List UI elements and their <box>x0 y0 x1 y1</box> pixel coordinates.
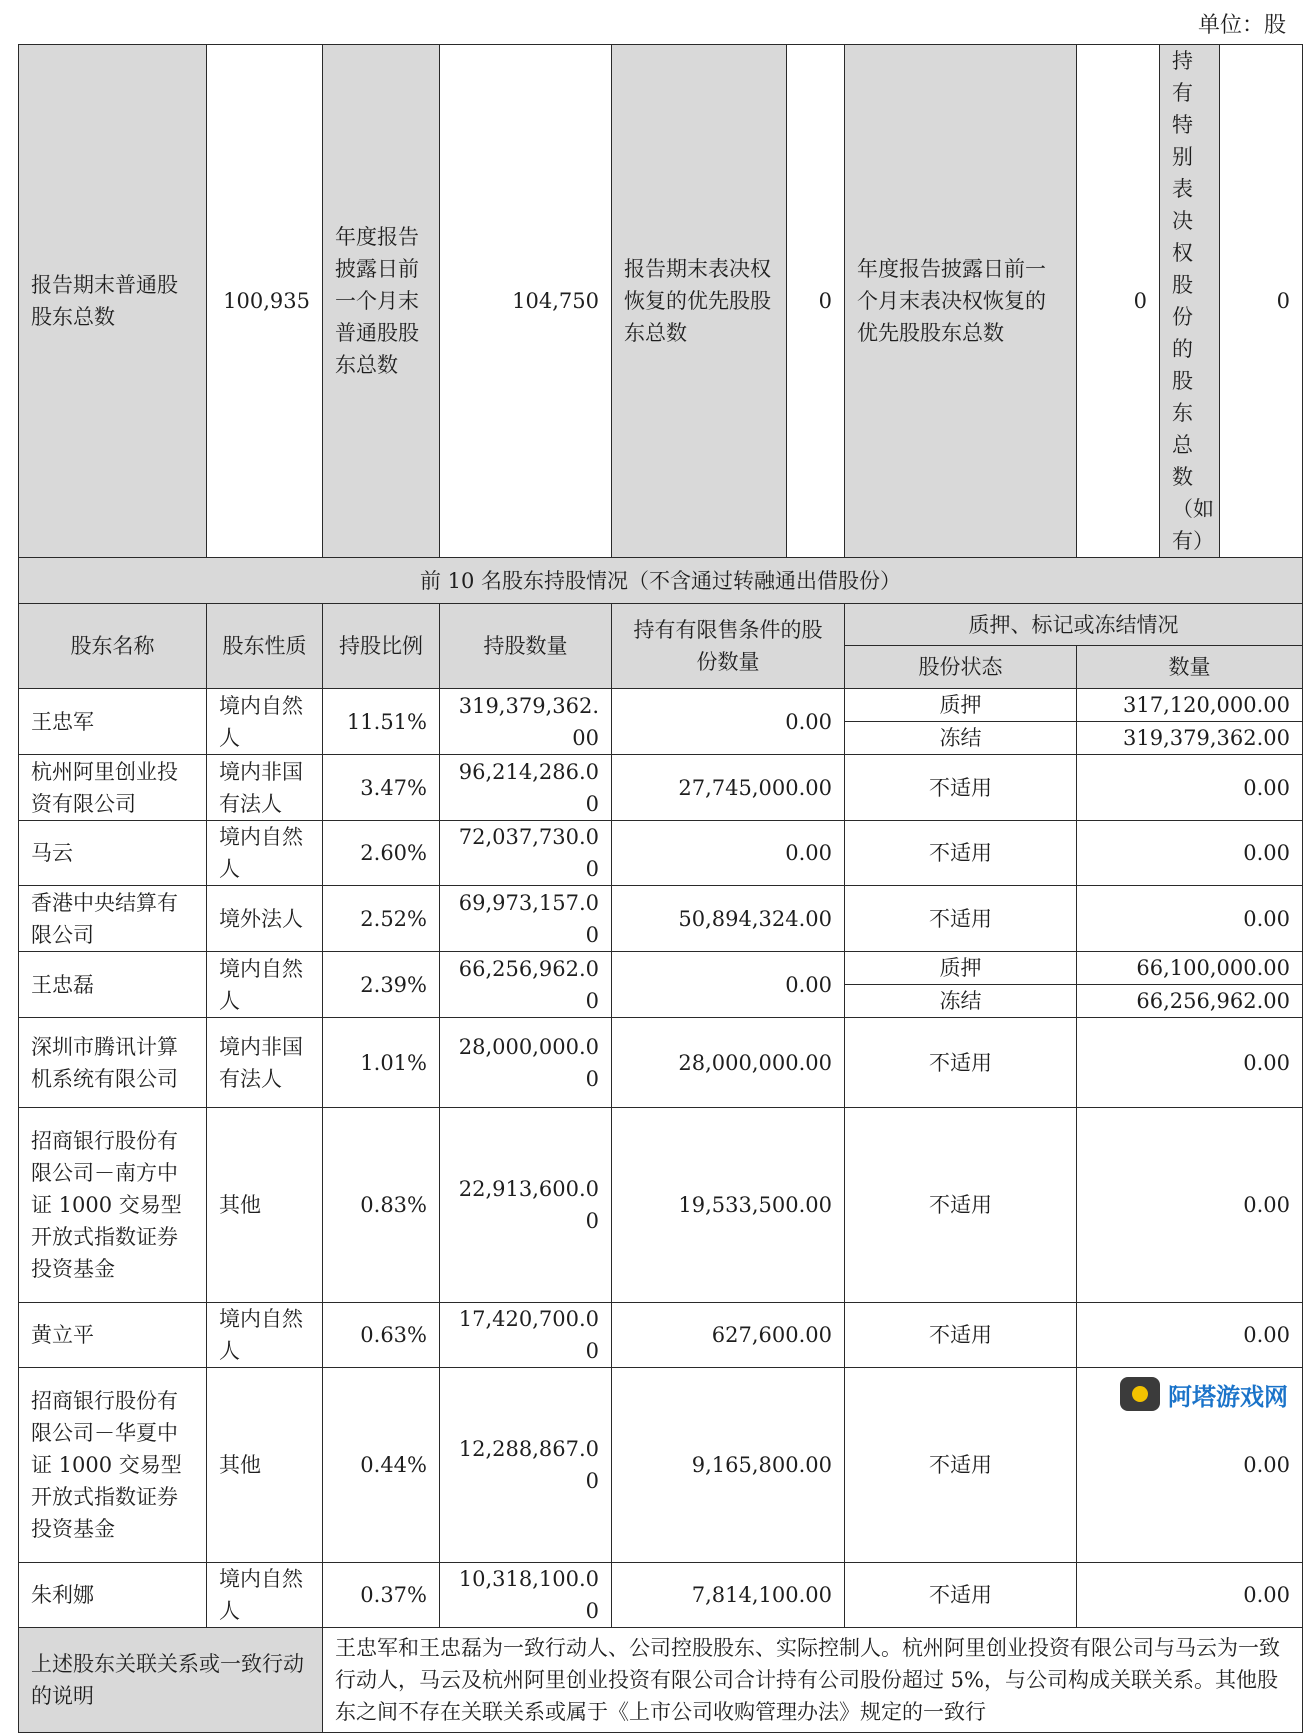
holder-ratio: 0.63% <box>323 1303 440 1368</box>
holder-nature: 境内非国有法人 <box>207 755 323 821</box>
holder-quantity: 96,214,286.00 <box>440 755 612 821</box>
section-title: 前 10 名股东持股情况（不含通过转融通出借股份） <box>19 558 1303 604</box>
holder-nature: 境内自然人 <box>207 689 323 755</box>
share-status: 不适用 <box>845 1303 1077 1368</box>
share-status: 不适用 <box>845 1563 1077 1628</box>
holder-restricted: 27,745,000.00 <box>612 755 845 821</box>
table-row <box>19 1563 1303 1628</box>
holder-nature: 境内自然人 <box>207 1303 323 1368</box>
summary-value-3: 0 <box>787 45 845 558</box>
share-status: 质押 <box>845 952 1077 985</box>
holder-quantity: 69,973,157.00 <box>440 886 612 952</box>
holder-ratio: 0.37% <box>323 1563 440 1628</box>
share-amount: 0.00 <box>1077 1018 1303 1108</box>
header-ratio: 持股比例 <box>323 604 440 689</box>
table-row <box>19 755 1303 821</box>
share-amount: 317,120,000.00 <box>1077 689 1303 722</box>
holder-name: 王忠磊 <box>19 952 207 1018</box>
holder-restricted: 9,165,800.00 <box>612 1368 845 1563</box>
holder-restricted: 0.00 <box>612 952 845 1018</box>
summary-label-5: 持有特别表决权股份的股东总数（如有） <box>1160 45 1220 558</box>
share-status: 不适用 <box>845 1108 1077 1303</box>
holder-quantity: 66,256,962.00 <box>440 952 612 1018</box>
share-amount: 66,100,000.00 <box>1077 952 1303 985</box>
unit-label: 单位：股 <box>1197 13 1286 38</box>
share-amount: 0.00 <box>1077 1368 1303 1563</box>
note-row <box>19 1628 1303 1733</box>
holder-ratio: 2.39% <box>323 952 440 1018</box>
share-status: 不适用 <box>845 1018 1077 1108</box>
holder-quantity: 17,420,700.00 <box>440 1303 612 1368</box>
header-amount: 数量 <box>1077 646 1303 689</box>
holder-name: 王忠军 <box>19 689 207 755</box>
summary-value-5: 0 <box>1220 45 1303 558</box>
holder-nature: 其他 <box>207 1368 323 1563</box>
share-amount: 66,256,962.00 <box>1077 985 1303 1018</box>
header-nature: 股东性质 <box>207 604 323 689</box>
header-status: 股份状态 <box>845 646 1077 689</box>
holder-name: 黄立平 <box>19 1303 207 1368</box>
watermark-logo <box>1120 1372 1310 1416</box>
holder-restricted: 19,533,500.00 <box>612 1108 845 1303</box>
summary-label-4: 年度报告披露日前一个月末表决权恢复的优先股股东总数 <box>845 45 1077 558</box>
note-text: 王忠军和王忠磊为一致行动人、公司控股股东、实际控制人。杭州阿里创业投资有限公司与马云为一致行动人，马云及杭州阿里创业投资有限公司合计持有公司股份超过 5%，与公司构成关联关系。其他股东之间不存在关联关系或属于《上市公司收购管理办法》规定的一致行 <box>323 1628 1303 1733</box>
watermark-text: 阿塔游戏网 <box>1168 1382 1288 1411</box>
holder-name: 香港中央结算有限公司 <box>19 886 207 952</box>
table-row <box>19 689 1303 722</box>
holder-name: 招商银行股份有限公司－南方中证 1000 交易型开放式指数证券投资基金 <box>19 1108 207 1303</box>
share-amount: 0.00 <box>1077 755 1303 821</box>
holder-nature: 境外法人 <box>207 886 323 952</box>
holder-restricted: 28,000,000.00 <box>612 1018 845 1108</box>
holder-ratio: 2.60% <box>323 821 440 886</box>
holder-quantity: 28,000,000.00 <box>440 1018 612 1108</box>
summary-row <box>19 45 1303 558</box>
holder-ratio: 0.83% <box>323 1108 440 1303</box>
holder-nature: 其他 <box>207 1108 323 1303</box>
share-status: 不适用 <box>845 886 1077 952</box>
share-status: 质押 <box>845 689 1077 722</box>
holder-restricted: 0.00 <box>612 689 845 755</box>
holder-ratio: 2.52% <box>323 886 440 952</box>
summary-value-4: 0 <box>1077 45 1160 558</box>
holder-nature: 境内非国有法人 <box>207 1018 323 1108</box>
holder-ratio: 1.01% <box>323 1018 440 1108</box>
table-row <box>19 1018 1303 1108</box>
share-amount: 0.00 <box>1077 1108 1303 1303</box>
holder-restricted: 7,814,100.00 <box>612 1563 845 1628</box>
holder-name: 马云 <box>19 821 207 886</box>
table-row <box>19 1108 1303 1303</box>
holder-quantity: 72,037,730.00 <box>440 821 612 886</box>
note-label: 上述股东关联关系或一致行动的说明 <box>19 1628 323 1733</box>
share-amount: 319,379,362.00 <box>1077 722 1303 755</box>
holder-ratio: 0.44% <box>323 1368 440 1563</box>
holder-quantity: 10,318,100.00 <box>440 1563 612 1628</box>
holder-nature: 境内自然人 <box>207 952 323 1018</box>
holder-ratio: 3.47% <box>323 755 440 821</box>
holder-name: 朱利娜 <box>19 1563 207 1628</box>
holder-nature: 境内自然人 <box>207 821 323 886</box>
header-pledge-group: 质押、标记或冻结情况 <box>845 604 1303 646</box>
holder-restricted: 50,894,324.00 <box>612 886 845 952</box>
holder-name: 深圳市腾讯计算机系统有限公司 <box>19 1018 207 1108</box>
holder-quantity: 12,288,867.00 <box>440 1368 612 1563</box>
header-name: 股东名称 <box>19 604 207 689</box>
share-amount: 0.00 <box>1077 821 1303 886</box>
summary-value-2: 104,750 <box>440 45 612 558</box>
holder-name: 招商银行股份有限公司－华夏中证 1000 交易型开放式指数证券投资基金 <box>19 1368 207 1563</box>
share-status: 冻结 <box>845 985 1077 1018</box>
holder-name: 杭州阿里创业投资有限公司 <box>19 755 207 821</box>
table-row <box>19 1368 1303 1563</box>
summary-label-2: 年度报告披露日前一个月末普通股股东总数 <box>323 45 440 558</box>
table-row <box>19 821 1303 886</box>
header-restricted: 持有有限售条件的股份数量 <box>612 604 845 689</box>
holder-restricted: 627,600.00 <box>612 1303 845 1368</box>
holder-restricted: 0.00 <box>612 821 845 886</box>
table-row <box>19 1303 1303 1368</box>
summary-value-1: 100,935 <box>207 45 323 558</box>
gamepad-icon <box>1120 1377 1160 1411</box>
share-amount: 0.00 <box>1077 886 1303 952</box>
holder-quantity: 22,913,600.00 <box>440 1108 612 1303</box>
summary-label-1: 报告期末普通股股东总数 <box>19 45 207 558</box>
share-amount: 0.00 <box>1077 1563 1303 1628</box>
share-status: 不适用 <box>845 755 1077 821</box>
share-status: 不适用 <box>845 1368 1077 1563</box>
summary-label-3: 报告期末表决权恢复的优先股股东总数 <box>612 45 787 558</box>
holder-quantity: 319,379,362.00 <box>440 689 612 755</box>
holder-ratio: 11.51% <box>323 689 440 755</box>
table-row <box>19 886 1303 952</box>
table-row <box>19 952 1303 985</box>
share-amount: 0.00 <box>1077 1303 1303 1368</box>
share-status: 不适用 <box>845 821 1077 886</box>
shareholder-table <box>18 44 1303 1733</box>
share-status: 冻结 <box>845 722 1077 755</box>
header-quantity: 持股数量 <box>440 604 612 689</box>
holder-nature: 境内自然人 <box>207 1563 323 1628</box>
